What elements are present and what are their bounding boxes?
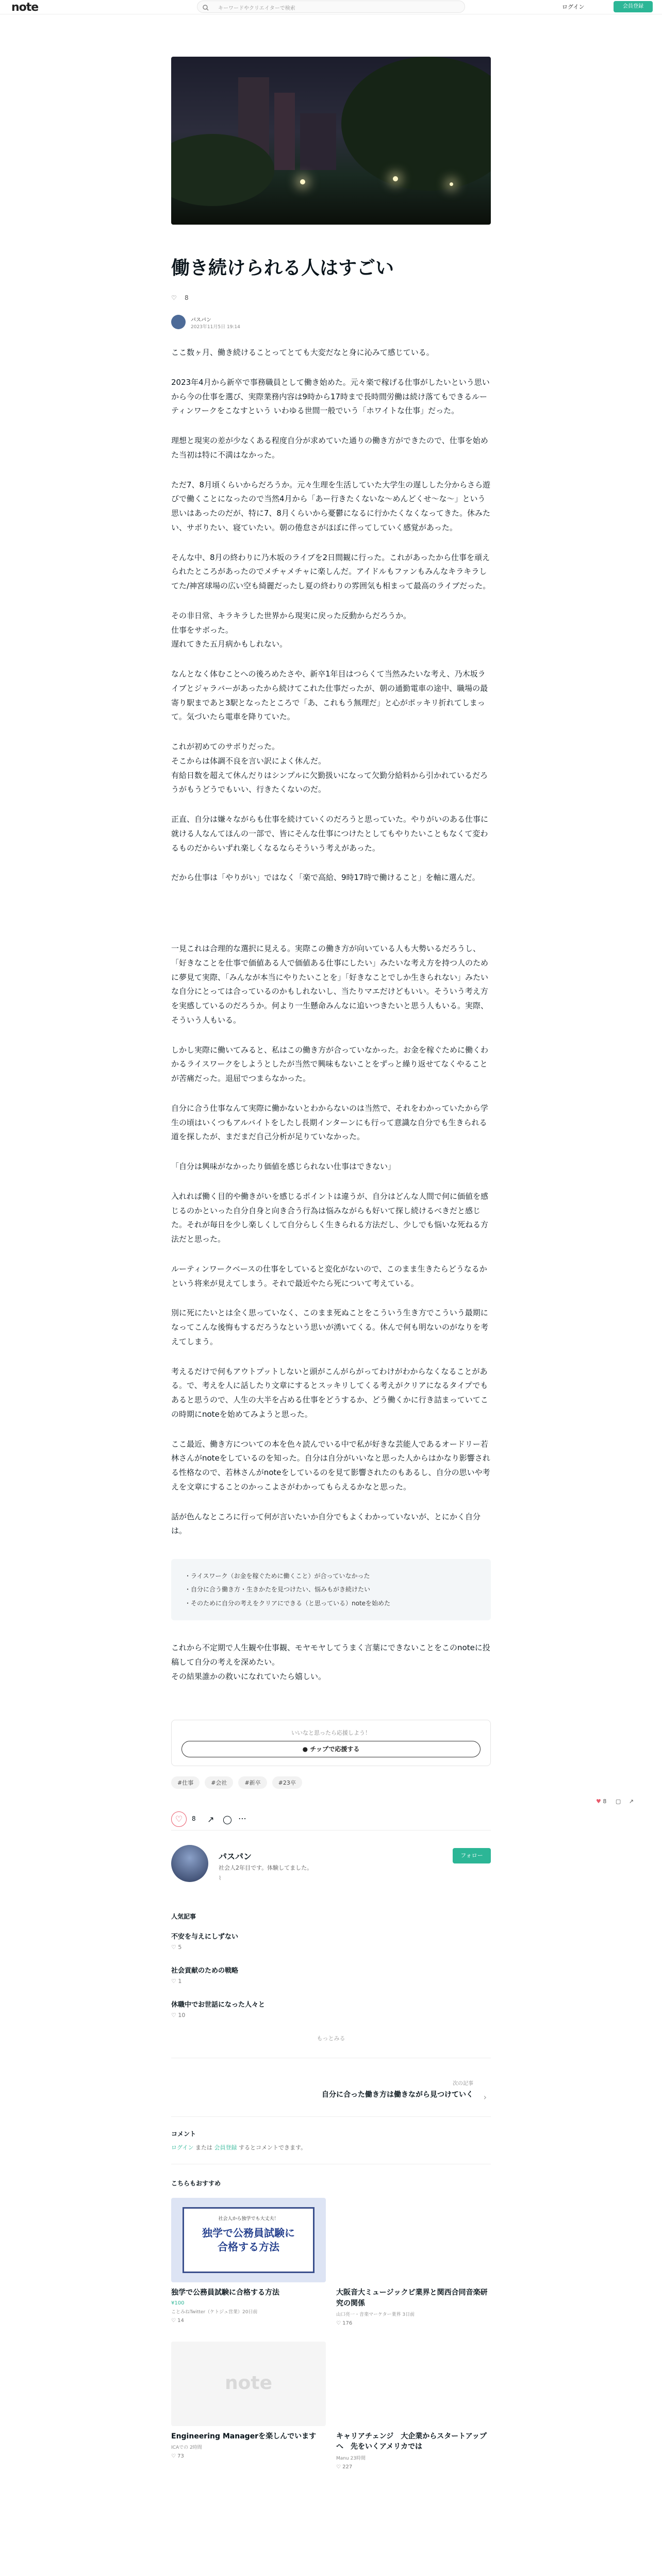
login-link[interactable]: ログイン — [171, 2144, 194, 2151]
tip-button-label: チップで応援する — [310, 1745, 360, 1753]
support-box — [171, 1720, 491, 1766]
card-price: ¥100 — [171, 2300, 185, 2306]
popular-title[interactable]: 社会貢献のための戦略 — [171, 1967, 239, 1975]
profile-name[interactable]: パスパン — [219, 1852, 252, 1862]
paragraph: なんとなく体むことへの後ろめたさや、新卒1年目はつらくて当然みたいな考え、乃木坂ライブとジャラバーがあったから続けてこれた仕事だったが、朝の通勤電車の途中、職場の最寄り駅まであと3駅となったところで「あ、これもう無理だ」と心がポッキリ折れてしまって。気づいたら電車を降りていた。 — [171, 669, 488, 722]
card-likes: ♡ 176 — [336, 2320, 353, 2327]
signup-link[interactable]: 会員登録 — [214, 2144, 237, 2151]
paragraph: 正直、自分は嫌々ながらも仕事を続けていくのだろうと思っていた。やりがいのある仕事に就ける人なんてほんの一部で、皆にそんな仕事につけたとしてもやりたいこともなくて変わるものだからいずれ楽しくなるならそういう考えがあった。 — [171, 815, 489, 853]
paragraph: 別に死にたいとは全く思っていなく、このまま死ぬことをこういう生き方でこういう最期になってこんな後悔もするだろうなという思いが湧いてくる。休んで何も明ないのがなりを考えてしまう。 — [171, 1308, 489, 1346]
note-placeholder-logo: note — [225, 2372, 272, 2394]
paragraph: しかし実際に働いてみると、私はこの働き方が合っていなかった。お金を稼ぐために働くわかるライスワークをしようとしたが当然で興味もないことをずっと繰り返せてなくやることが苦痛だった。退屈でつまらなかった。 — [171, 1045, 489, 1083]
card-likes: ♡ 227 — [336, 2464, 353, 2470]
note-logo[interactable]: note — [11, 1, 39, 14]
recommend-heading: こちらもおすすめ — [171, 2180, 221, 2188]
comment-icon[interactable]: ◯ — [223, 1815, 232, 1825]
tag[interactable]: #会社 — [205, 1776, 233, 1789]
list-item[interactable] — [171, 1999, 491, 2019]
action-like-count: 8 — [192, 1815, 196, 1823]
recommend-card[interactable] — [336, 2198, 491, 2326]
comments-login-prompt: ログイン または 会員登録 するとコメントできます。 — [171, 2144, 307, 2151]
quote-line: ・自分に合う働き方・生きかたを見つけたい、悩みもがき続けたい — [185, 1586, 371, 1594]
popular-count: ♡ 10 — [171, 2012, 186, 2019]
paragraph: ルーティンワークベースの仕事をしていると変化がないので、このまま生きたらどうなるかという将来が見えてしまう。それで最近やたら死について考えている。 — [171, 1264, 487, 1288]
closing-paragraph: これから不定期で人生観や仕事観、モヤモヤしてうまく言葉にできないことをこのnoteに投稿して自分の考えを深めたい。 その結果誰かの救いになれていたら嬉しい。 — [171, 1643, 490, 1681]
more-icon[interactable]: ⋯ — [238, 1814, 246, 1824]
article-title: 働き続けられる人はすごい — [171, 258, 394, 279]
card-thumbnail[interactable] — [171, 2198, 326, 2282]
quote-line: ・ライスワーク（お金を稼ぐために働くこと）が合っていなかった — [185, 1572, 370, 1580]
paragraph: 自分に合う仕事なんて実際に働かないとわからないのは当然で、それをわかっていたから学生の頃はいくつもアルバイトをしたし長期インターンにも行って意識な自分でも生きられる道を探したが、まだまだ自己分析が足りていなかった。 — [171, 1103, 488, 1142]
card-title[interactable]: Engineering Managerを楽しんでいます — [171, 2432, 317, 2441]
search-icon — [203, 3, 209, 13]
popular-count: ♡ 1 — [171, 1978, 182, 1985]
card-likes: ♡ 14 — [171, 2317, 184, 2324]
tip-button[interactable] — [181, 1741, 481, 1757]
author-name[interactable]: パスパン — [191, 317, 211, 323]
recommend-card[interactable] — [171, 2198, 326, 2326]
share-icon[interactable]: ↗ — [628, 1798, 634, 1805]
paragraph: 入れれば働く目的や働きがいを感じるポイントは違うが、自分はどんな人間で何に価値を感じるのかといった自分自身と向き合う行為は悩みながらも好いて探し続けるべきだと感じた。それが毎日を少し楽しくして自分らしく生きられる方法だし、少しでも悩いな死ねる方法だと思った。 — [171, 1191, 489, 1244]
thumb-title: 独学で公務員試験に 合格する方法 — [202, 2227, 295, 2253]
publish-date: 2023年11月5日 19:14 — [191, 325, 240, 330]
quote-line: ・そのために自分の考えをクリアにできる（と思っている）noteを始めた — [185, 1599, 391, 1607]
tag[interactable]: #23卒 — [272, 1776, 302, 1789]
paragraph: 「自分は興味がなかったり価値を感じられない仕事はできない」 — [171, 1162, 396, 1171]
like-button[interactable]: ♡ — [171, 1811, 187, 1827]
paragraph: その非日常、キラキラした世界から現実に戻った反動からだろうか。 仕事をサボった。 遅れてきた五月病かもしれない。 — [171, 611, 411, 649]
article-body — [171, 346, 491, 1684]
comment-icon[interactable]: ▢ — [615, 1798, 621, 1805]
login-link[interactable]: ログイン — [562, 4, 585, 10]
paragraph: 一見これは合理的な選択に見える。実際この働き方が向いている人も大勢いるだろうし、「好きなことを仕事で価値ある人で価値ある仕事にしたい」みたいな考え方を持つ人のために夢見て実際、「みんなが本当にやりたいことを」「好きなことでしか生きられない」みたいな自分にとっては合っているのかもしれないし、当たりマエだけどもいい。そういう考え方を実感しているのだろうか。何より一生懸命みんなに追いつきたいと思う人もいる。実際、そういう人もいる。 — [171, 944, 489, 1025]
article-actions — [171, 1811, 491, 1831]
card-thumbnail[interactable] — [171, 2342, 326, 2426]
tag[interactable]: #新卒 — [238, 1776, 267, 1789]
recommendations — [171, 2179, 491, 2469]
search-input[interactable] — [197, 1, 465, 13]
profile-desc: 社会人2年目です。体験してました。 — [219, 1865, 313, 1872]
paragraph: そんな中、8月の終わりに乃木坂のライブを2日間観に行った。これがあったから仕事を頑えられたところがあったのでメチャメチャに楽しんだ。アイドルもファンもみんなキラキラしてた/神宮球場の広い空も綺麗だったし夏の終わりの雰囲気も相まって最高のライブだった。 — [171, 552, 491, 590]
thumb-kicker: 社会人から独学でも大丈夫！ — [218, 2216, 279, 2222]
like-summary — [171, 294, 491, 303]
profile-avatar[interactable] — [171, 1845, 208, 1882]
signup-button[interactable]: 会員登録 — [614, 1, 653, 12]
next-article-nav[interactable] — [171, 2074, 491, 2117]
paragraph: 2023年4月から新卒で事務職員として働き始めた。元々楽で稼げる仕事がしたいという思いから今の仕事を選び、実際業務内容は9時から17時まで長時間労働は続け落てもできるルーティンワークをこなすという いわゆる世間一般でいう「ホワイトな仕事」だった。 — [171, 377, 490, 416]
card-title[interactable]: 独学で公務員試験に合格する方法 — [171, 2289, 279, 2297]
card-meta: Manu 23時間 — [336, 2455, 366, 2461]
chevron-right-icon: › — [483, 2092, 487, 2103]
next-kicker: 次の記事 — [453, 2081, 473, 2087]
author-profile — [171, 1845, 491, 1891]
paragraph: これが初めてのサボりだった。 そこからは体調不良を言い訳によく休んだ。 有給日数を超えて休んだりはシンプルに欠勤扱いになって欠勤分給料から引かれているだろうがもうどうでもいい、行きたくないのだ。 — [171, 742, 488, 794]
card-title[interactable]: 大阪音大ミュージックビ業界と関西合同音楽研究の関係 — [336, 2289, 488, 2308]
rss-icon[interactable]: ⌇ — [219, 1875, 222, 1882]
side-like-counter[interactable] — [596, 1798, 653, 1808]
article-container — [171, 57, 491, 2470]
paragraph: ここ最近、働き方についての本を色々読んでいる中で私が好きな芸能人であるオードリー若林さんがnoteをしているのを知った。自分は自分がいいなと思った人からはかなり影響される性格なので、若林さんがnoteをしているのを見て影響されたのもあるし、自分の思いや考えを文章にすることのかっこよさがわかってもらえるかなと思った。 — [171, 1439, 490, 1492]
site-header — [0, 0, 662, 14]
support-prompt: いいなと思ったら応援しよう！ — [291, 1730, 371, 1737]
paragraph: 理想と現実の差が少なくある程度自分が求めていた通りの働き方ができたので、仕事を始めた当初は特に不満はなかった。 — [171, 436, 488, 460]
paragraph: 話が色んなところに行って何が言いたいか自分でもよくわかっていないが、とにかく自分は。 — [171, 1512, 481, 1536]
share-icon[interactable]: ↗ — [207, 1815, 214, 1825]
paragraph: ここ数ヶ月、働き続けることってとても大変だなと身に沁みて感じている。 — [171, 348, 434, 357]
hero-image — [171, 57, 491, 225]
summary-quote — [171, 1559, 491, 1620]
see-more-link[interactable]: もっとみる — [171, 2034, 491, 2058]
popular-title[interactable]: 不安を与えにしずない — [171, 1933, 239, 1941]
next-title[interactable]: 自分に合った働き方は働きながら見つけていく — [322, 2091, 473, 2099]
author-avatar[interactable] — [171, 315, 186, 329]
paragraph: だから仕事は「やりがい」ではなく「楽で高給、9時17時で働けること」を軸に選んだ。 — [171, 873, 480, 883]
card-meta: ICAでの 2時間 — [171, 2445, 202, 2451]
paragraph: 考えるだけで何もアウトプットしないと頭がこんがらがってわけがわからなくなることがある。で、考えを人に話したり文章にするとスッキリしてくる考えがクリアになるタイプでもあると思うので、人生の大半を占める仕事をどうするか、どう働くかに行き詰まっていてこの時期にnoteを始めてみようと思った。 — [171, 1366, 488, 1419]
comments-section — [171, 2129, 491, 2164]
tag[interactable]: #仕事 — [171, 1776, 200, 1789]
paragraph: ただ7、8月頃くらいからだろうか。元々生理を生活していた大学生の遅しした分からさら遊びで働くことになったので当然4月から「あー行きたくないな〜めんどくせ〜な〜」という思いはあったのだが、特に7、8月くらいから憂鬱になるに行かたくなくなってきた。休みたい、サボりたい、寝ていたい。朝の倦怠さがほぼに伴ってしていく感覚があった。 — [171, 480, 491, 532]
list-item[interactable] — [171, 1931, 491, 1951]
popular-count: ♡ 5 — [171, 1944, 182, 1951]
recommend-card[interactable] — [336, 2342, 491, 2470]
tag-list — [171, 1776, 491, 1789]
like-count: 8 — [185, 294, 189, 301]
popular-title[interactable]: 休職中でお世話になった人々と — [171, 2001, 266, 2009]
popular-articles — [171, 1912, 491, 2058]
card-meta: ことみねTwitter（ケトジュ営業）20日前 — [171, 2309, 258, 2315]
recommend-card[interactable] — [171, 2342, 326, 2470]
comments-heading: コメント — [171, 2130, 196, 2138]
author-info[interactable] — [171, 315, 491, 332]
side-like-count: 8 — [603, 1798, 607, 1805]
search-placeholder: キーワードやクリエイターで検索 — [218, 6, 295, 11]
follow-button[interactable]: フォロー — [453, 1848, 491, 1863]
card-likes: ♡ 73 — [171, 2453, 184, 2460]
coin-icon: ● — [302, 1745, 308, 1753]
heart-icon: ♥ — [596, 1798, 601, 1805]
popular-heading: 人気記事 — [171, 1913, 196, 1921]
card-meta: 山口亮一・音楽マーケター業界 3日前 — [336, 2312, 415, 2318]
card-title[interactable]: キャリアチェンジ 大企業からスタートアップへ 先をいくアメリカでは — [336, 2432, 487, 2451]
heart-outline-icon[interactable]: ♡ — [171, 294, 177, 301]
list-item[interactable] — [171, 1965, 491, 1985]
